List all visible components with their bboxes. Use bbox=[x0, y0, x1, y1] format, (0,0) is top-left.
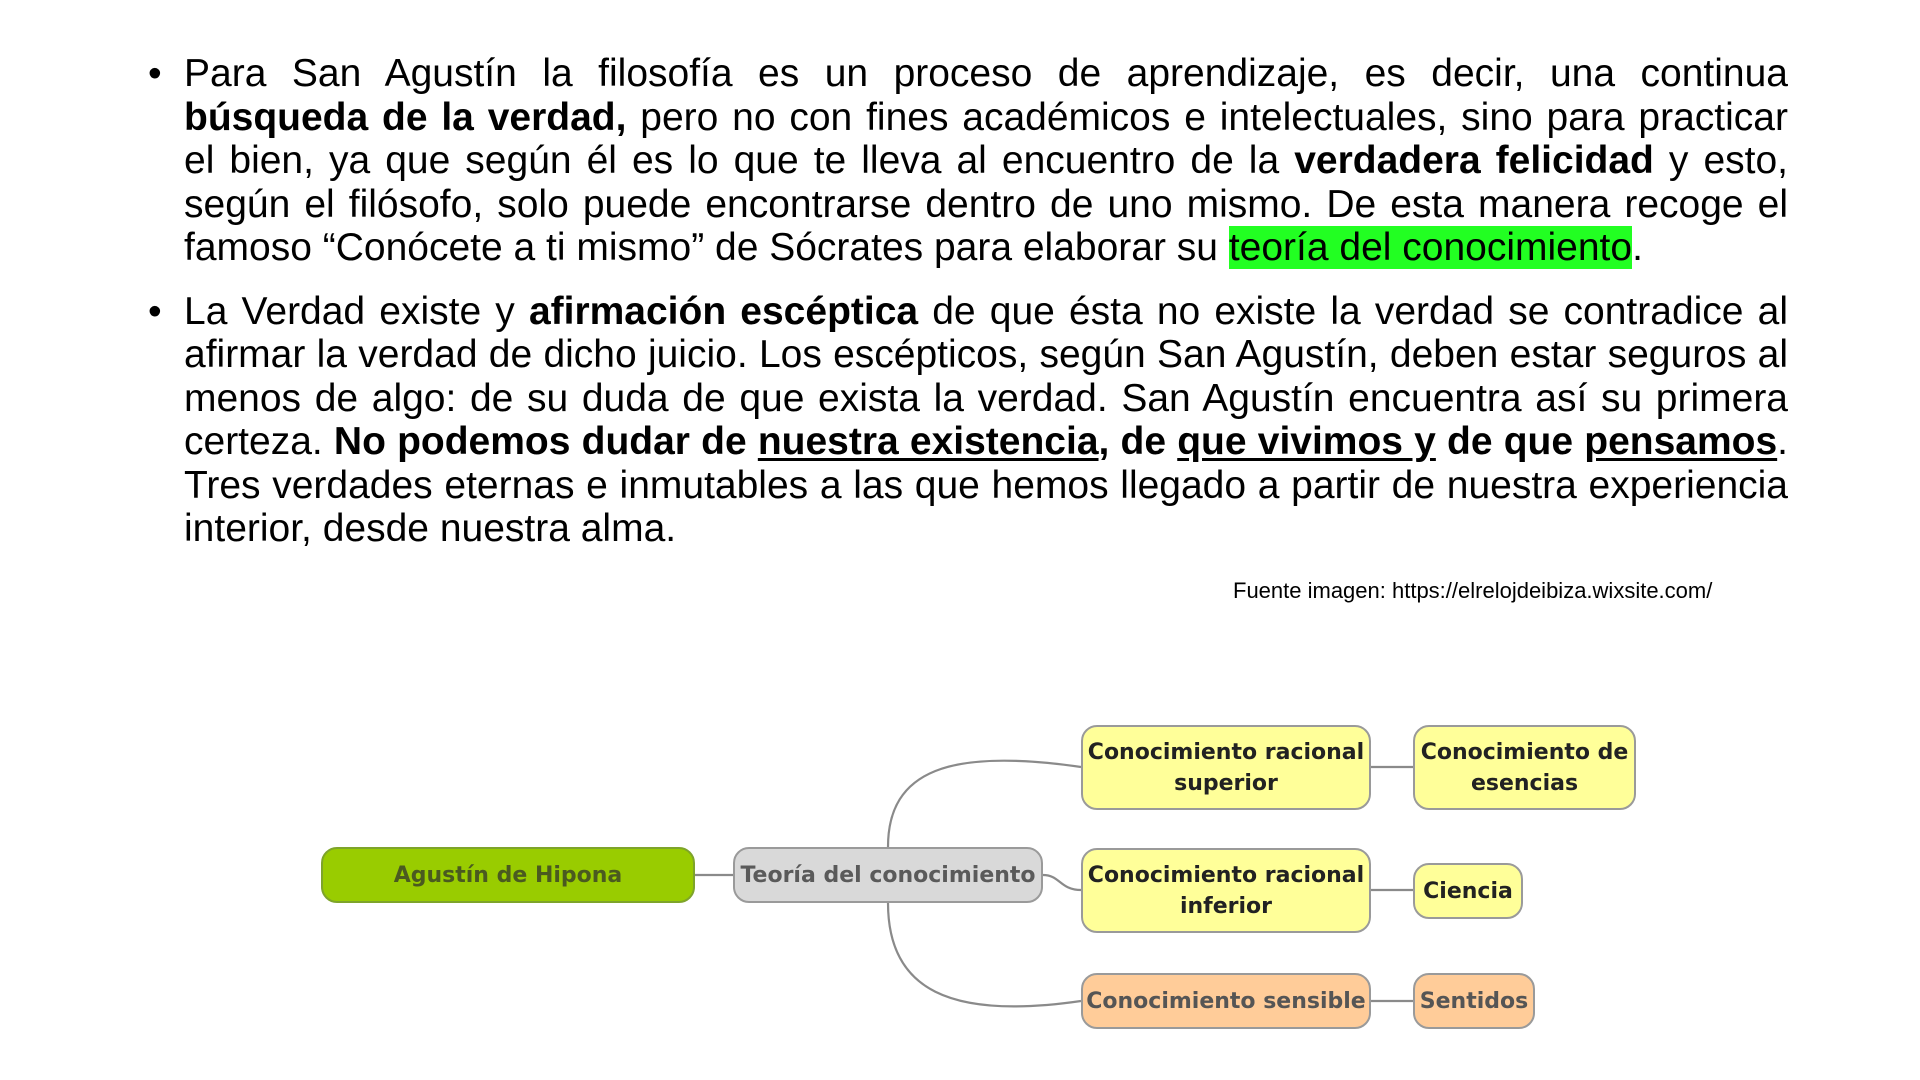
p1-highlight-teoria: teoría del conocimiento bbox=[1228, 226, 1633, 269]
node-teoria-del-conocimiento: Teoría del conocimiento bbox=[733, 847, 1043, 903]
node-conocimiento-racional-superior: Conocimiento racional superior bbox=[1081, 725, 1371, 810]
p1-text-2: pero no con fines académicos e intelectuales, sino para practicar el bien, ya que según él es lo que te lleva al encuentro de la bbox=[184, 95, 1788, 182]
node-agustin-de-hipona: Agustín de Hipona bbox=[321, 847, 695, 903]
node-sentidos: Sentidos bbox=[1413, 973, 1535, 1029]
mind-map bbox=[0, 700, 1920, 1080]
connector-main-sensible bbox=[888, 903, 1081, 1006]
p2-bold-underline-vivimos: que vivimos y bbox=[1177, 420, 1436, 463]
node-conocimiento-de-esencias: Conocimiento de esencias bbox=[1413, 725, 1636, 810]
bullet-paragraph-1 bbox=[148, 52, 1788, 270]
p1-bold-felicidad: verdadera felicidad bbox=[1294, 139, 1654, 182]
bullet-paragraph-2 bbox=[148, 290, 1788, 551]
bullet-list bbox=[148, 52, 1788, 551]
p1-text-4: . bbox=[1632, 226, 1643, 269]
p2-bold-de-que: de que bbox=[1435, 420, 1585, 463]
p2-bold-no-podemos: No podemos dudar de bbox=[333, 420, 758, 463]
connector-main-superior bbox=[888, 761, 1081, 847]
bullet-dot: • bbox=[148, 289, 162, 333]
connector-main-inferior bbox=[1043, 875, 1081, 890]
node-conocimiento-sensible: Conocimiento sensible bbox=[1081, 973, 1371, 1029]
node-conocimiento-racional-inferior: Conocimiento racional inferior bbox=[1081, 848, 1371, 933]
p2-bold-underline-existencia: nuestra existencia bbox=[757, 420, 1099, 463]
p2-text-1: La Verdad existe y bbox=[184, 289, 529, 333]
p2-text-2: de que ésta no existe la verdad se contradice al afirmar la verdad de dicho juicio. Los escépticos, según San Agustín, deben estar seguros al menos de algo: de su duda de que exista la verdad. San Agustín encuentra así su primera certeza. bbox=[184, 289, 1788, 463]
p2-bold-underline-pensamos: pensamos bbox=[1584, 420, 1778, 463]
node-ciencia: Ciencia bbox=[1413, 863, 1523, 919]
p1-text-3: y esto, según el filósofo, solo puede encontrarse dentro de uno mismo. De esta manera recoge el famoso “Conócete a ti mismo” de Sócrates para elaborar su bbox=[184, 139, 1789, 269]
p1-bold-busqueda: búsqueda de la verdad, bbox=[184, 95, 627, 139]
image-source-caption: Fuente imagen: https://elrelojdeibiza.wixsite.com/ bbox=[1233, 578, 1713, 603]
p1-text-1: Para San Agustín la filosofía es un proceso de aprendizaje, es decir, una continua bbox=[184, 52, 1788, 95]
p2-bold-de: , de bbox=[1098, 420, 1178, 463]
p2-text-3: . Tres verdades eternas e inmutables a las que hemos llegado a partir de nuestra experiencia interior, desde nuestra alma. bbox=[184, 420, 1788, 550]
bullet-dot: • bbox=[148, 52, 162, 95]
p2-bold-afirmacion: afirmación escéptica bbox=[528, 289, 919, 333]
